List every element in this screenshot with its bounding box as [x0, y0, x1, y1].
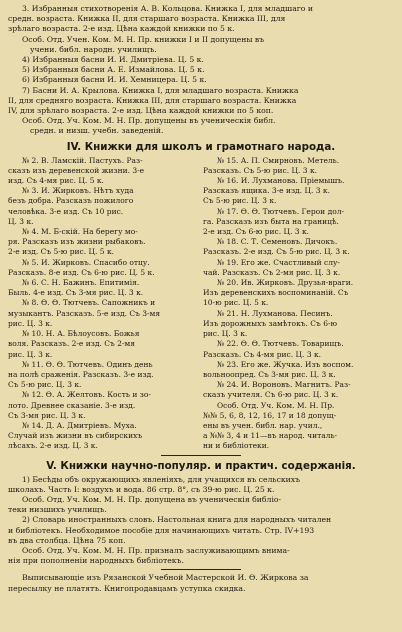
left-col-line: безъ добра. Разсказъ пожилого — [8, 196, 134, 206]
bottom-line: нія при пополненіи народныхъ библіотекъ. — [8, 556, 184, 566]
top-line: средн. и низш. учебн. заведеній. — [30, 126, 164, 136]
right-col-line: № 19. Его же. Счастливый слу- — [217, 257, 340, 267]
bottom-line: 1) Бесѣды объ окружающихъ явленіяхъ, для учащихся въ сельскихъ — [22, 474, 301, 484]
left-col-line: № 12. Ѳ. А. Желтовъ. Кость и зо- — [22, 390, 151, 400]
footer-line: Выписывающіе изъ Рязанской Учебной Мастерской И. Ѳ. Жиркова за — [22, 573, 309, 583]
right-col-line: № 16. И. Лухманова. Пріемышъ. — [217, 176, 345, 186]
top-line: 3. Избранныя стихотворенія А. В. Кольцова. Книжка I, для младшаго и — [22, 4, 313, 13]
bottom-line: и библіотекъ. Необходимое пособіе для начинающихъ читать. Стр. IV+193 — [8, 525, 315, 535]
right-col-line: № 20. Ив. Жирковъ. Друзья-враги. — [217, 278, 354, 288]
top-line: Особ. Отд. Учен. Ком. М. Н. Пр. книжки I и II допущены въ — [22, 34, 265, 44]
top-line: средн. возраста. Книжка II, для старшаго возраста. Книжка III, для — [8, 14, 286, 24]
left-col-line: 2-е изд. Съ 5-ю рис. Ц. 5 к. — [8, 247, 115, 257]
two-column-list — [8, 156, 394, 452]
top-line: 6) Избранныя басни И. И. Хемницера. Ц. 5 к. — [22, 75, 207, 85]
left-col-line: № 5. И. Жирковъ. Спасибо отцу. — [22, 257, 150, 267]
top-line: Особ. Отд. Уч. Ком. М. Н. Пр. допущены въ ученическія библ. — [22, 116, 276, 126]
right-col-line: 10-ю рис. Ц. 5 к. — [203, 298, 269, 308]
bottom-line: школахъ. Часть I: воздухъ и вода. 86 стр. 8°, съ 39-ю рис. Ц. 25 к. — [8, 484, 275, 494]
divider-rule-footer — [161, 569, 241, 570]
left-col-line: человѣка. 3-е изд. Съ 10 рис. — [8, 206, 124, 216]
left-col-line: на полѣ сраженія. Разсказъ. 3-е изд. — [8, 369, 154, 379]
left-col-line: рис. Ц. 3 к. — [8, 318, 53, 328]
top-line: 4) Избранныя басни И. И. Дмитріева. Ц. 5 к. — [22, 55, 204, 65]
left-col-line: Съ 5-ю рис. Ц. 3 к. — [8, 380, 82, 390]
right-col-line: Изъ деревенскихъ воспоминаній. Съ — [203, 288, 349, 298]
left-column — [8, 156, 199, 452]
left-col-line: музыкантъ. Разсказъ. 5-е изд. Съ 3-мя — [8, 308, 161, 318]
left-col-line: № 8. Ѳ. Ѳ. Тютчевъ. Сапожникъ и — [22, 298, 156, 308]
right-column — [203, 156, 394, 452]
left-col-line: № 10. Н. А. Бѣлоусовъ. Божья — [22, 329, 140, 339]
right-col-line: Разсказъ. Съ 4-мя рис. Ц. 3 к. — [203, 349, 322, 359]
bottom-line: 2) Словарь иностранныхъ словъ. Настольная книга для народныхъ читален — [22, 515, 332, 525]
bottom-line: Особ. Отд. Уч. Ком. М. Н. Пр. допущена въ ученическія библіо- — [22, 494, 282, 504]
right-col-line: чай. Разсказъ. Съ 2-мя рис. Ц. 3 к. — [203, 267, 341, 277]
right-col-line: № 15. А. П. Смирновъ. Метель. — [217, 155, 340, 165]
right-col-line: Разсказъ ящика. 3-е изд. Ц. 3 к. — [203, 186, 330, 196]
right-col-line: № 17. Ѳ. Ѳ. Тютчевъ. Герои дол- — [217, 206, 345, 216]
left-col-line: Съ 3-мя рис. Ц. 3 к. — [8, 410, 86, 420]
left-col-line: Разсказъ. 8-е изд. Съ 6-ю рис. Ц. 5 к. — [8, 267, 155, 277]
left-col-line: № 6. С. Н. Бажинъ. Епитимія. — [22, 278, 140, 288]
left-col-line: № 14. Д. А. Дмитріевъ. Муха. — [22, 420, 137, 430]
footer-note — [8, 573, 394, 593]
top-line: II, для средняго возраста. Книжка III, для старшаго возраста. Книжка — [8, 95, 297, 105]
right-col-line: № 24. И. Вороновъ. Магнитъ. Раз- — [217, 380, 351, 390]
right-col-line: № 23. Его же. Жучка. Изъ воспом. — [217, 359, 354, 369]
bottom-line: теки низшихъ училищъ. — [8, 505, 107, 515]
right-col-line: а №№ 3, 4 и 11—въ народ. читаль- — [203, 431, 338, 441]
right-col-line: Съ 5-ю рис. Ц. 3 к. — [203, 196, 277, 206]
left-col-line: Ц. 3 к. — [8, 216, 34, 226]
left-col-line: сказъ изъ деревенской жизни. 3-е — [8, 165, 145, 175]
left-col-line: воля. Разсказъ. 2-е изд. Съ 2-мя — [8, 339, 135, 349]
right-col-line: № 18. С. Т. Семеновъ. Дичокъ. — [217, 237, 338, 247]
right-col-line: №№ 5, 6, 8, 12, 16, 17 и 18 допущ- — [203, 410, 337, 420]
left-col-line: рис. Ц. 3 к. — [8, 349, 53, 359]
left-col-line: № 3. И. Жирковъ. Нѣтъ худа — [22, 186, 134, 196]
left-col-line: № 2. В. Ламскій. Пастухъ. Раз- — [22, 155, 143, 165]
left-col-line: лото. Древнее сказаніе. 3-е изд. — [8, 400, 136, 410]
section-iv-title: IV. Книжки для школъ и грамотнаго народа. — [66, 140, 336, 153]
right-col-line: Особ. Отд. Уч. Ком. М. Н. Пр. — [217, 400, 335, 410]
catalog-page — [8, 0, 394, 594]
section-v-list — [8, 475, 394, 567]
right-col-line: га. Разсказъ изъ быта на границѣ. — [203, 216, 339, 226]
right-col-line: № 22. Ѳ. Ѳ. Тютчевъ. Товарищъ. — [217, 339, 344, 349]
top-line: учени. библ. народн. училищъ. — [30, 44, 157, 54]
left-col-line: Быль. 4-е изд. Съ 3-мя рис. Ц. 3 к. — [8, 288, 144, 298]
left-col-line: изд. Съ 4-мя рис. Ц. 5 к. — [8, 176, 104, 186]
left-col-line: лѣсахъ. 2-е изд. Ц. 3 к. — [8, 441, 98, 451]
right-col-line: № 21. Н. Лухманова. Песинъ. — [217, 308, 333, 318]
top-line: зрѣлаго возраста. 2-е изд. Цѣна каждой книжки по 5 к. — [8, 24, 235, 34]
right-col-line: 2-е изд. Съ 6-ю рис. Ц. 3 к. — [203, 227, 310, 237]
right-col-line: Изъ дорожныхъ замѣтокъ. Съ 6-ю — [203, 318, 338, 328]
top-line: 7) Басни И. А. Крылова. Книжка I, для младшаго возраста. Книжка — [22, 85, 299, 95]
right-col-line: сказъ учителя. Съ 6-ю рис. Ц. 3 к. — [203, 390, 339, 400]
footer-line: пересылку не платятъ. Книгопродавцамъ уступка скидка. — [8, 583, 246, 593]
divider-rule — [161, 455, 241, 456]
bottom-line: въ два столбца. Цѣна 75 коп. — [8, 535, 126, 545]
right-col-line: ни и библіотеки. — [203, 441, 270, 451]
left-col-line: № 4. М. Б-скій. На берегу мо- — [22, 227, 138, 237]
left-col-line: № 11. Ѳ. Ѳ. Тютчевъ. Одинъ день — [22, 359, 153, 369]
right-col-line: Разсказъ. Съ 5-ю рис. Ц. 3 к. — [203, 165, 318, 175]
right-col-line: вольноопред. Съ 3-мя рис. Ц. 3 к. — [203, 369, 336, 379]
top-line: 5) Избранныя басни А. Е. Измайлова. Ц. 5 к. — [22, 65, 205, 75]
right-col-line: рис. Ц. 3 к. — [203, 329, 248, 339]
section-v-title: V. Книжки научно-популяр. и практич. содержанія. — [46, 459, 356, 472]
bottom-line: Особ. Отд. Уч. Ком. М. Н. Пр. призналъ заслуживающимъ внима- — [22, 545, 290, 555]
left-col-line: Случай изъ жизни въ сибирскихъ — [8, 431, 143, 441]
top-line: IV, для зрѣлаго возраста. 2-е изд. Цѣна каждой книжки по 5 коп. — [8, 106, 274, 116]
top-book-list — [8, 4, 394, 137]
right-col-line: Разсказъ. 2-е изд. Съ 5-ю рис. Ц. 3 к. — [203, 247, 350, 257]
left-col-line: ря. Разсказъ изъ жизни рыбаковъ. — [8, 237, 146, 247]
right-col-line: ены въ учен. библ. нар. учил., — [203, 420, 323, 430]
